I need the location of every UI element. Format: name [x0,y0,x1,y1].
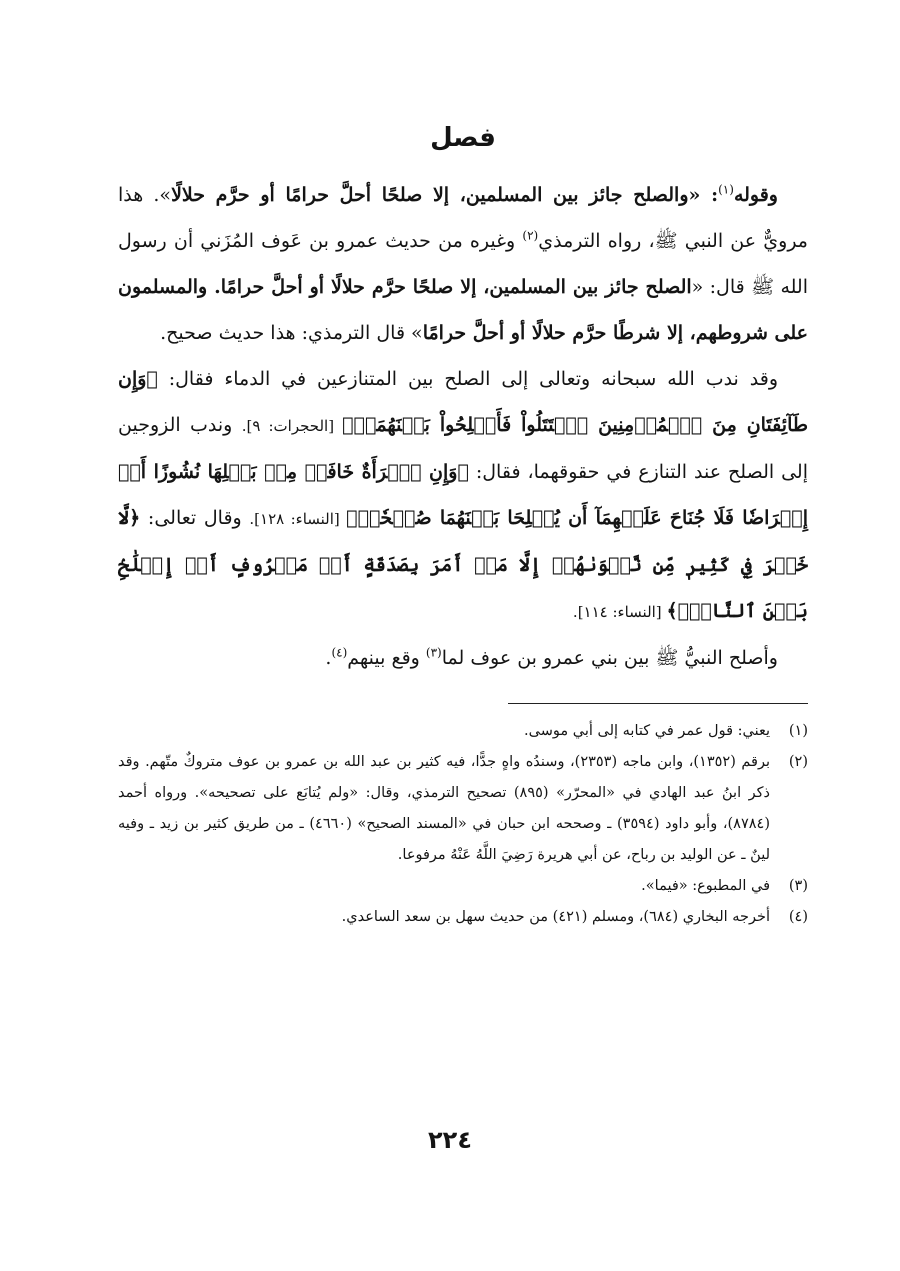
quran-verse-1: ﴿وَإِن طَآئِفَتَانِ مِنَ ٱلۡمُؤۡمِنِينَ ٱقۡتَتَلُواْ فَأَصۡلِحُواْ بَيۡنَهُمَاۖ﴾ [118,368,808,436]
p2-spouses: وندب الزوجين إلى الصلح عند التنازع في حقوقهما، فقال: [118,414,809,483]
footnote-text: برقم (١٣٥٢)، وابن ماجه (٢٣٥٣)، وسندُه واهٍ جدًّا، فيه كثير بن عبد الله بن عمرو بن عوف متروكٌ متّهم. وقد ذكر ابنُ عبد الهادي في «المحرّر» (٨٩٥) تصحيح الترمذي، وقال: «ولم يُتابَع على تصحيحه». ورواه أحمد (٨٧٨٤)، وأبو داود (٣٥٩٤) ـ وصححه ابن حبان في «المسند الصحيح» (٤٦٦٠) ـ من طريق كثير بن زيد ـ وفيه لينٌ ـ عن الوليد بن رباح، عن أبي هريرة رَضِيَ اللَّهُ عَنْهُ مرفوعا. [118,754,770,863]
p1-intro: وقوله [733,184,778,206]
footnote-ref-2: (٢) [522,228,539,243]
p1-narration-cont: وغيره من حديث عمرو بن عَوف المُزَني أن رسول الله ﷺ قال: « [118,230,808,298]
footnote-2 [118,747,808,871]
footnotes [118,716,808,933]
footnote-text: يعني: قول عمر في كتابه إلى أبي موسى. [524,723,770,739]
footnote-ref-1: (١) [718,182,734,197]
footnote-4 [118,902,808,933]
p3-text-cont: وقع بينهم [347,647,426,669]
footnote-text: أخرجه البخاري (٦٨٤)، ومسلم (٤٢١) من حديث سهل بن سعد الساعدي. [341,909,770,925]
p3-end: . [325,647,332,669]
footnote-ref-4: (٤) [331,645,348,660]
p3-text: وأصلح النبيُّ ﷺ بين بني عمرو بن عوف لما [441,647,778,669]
p2-intro: وقد ندب الله سبحانه وتعالى إلى الصلح بين المتنازعين في الدماء فقال: [157,368,778,390]
footnote-1 [118,716,808,747]
p1-hadith-text: الصلح جائز بين المسلمين، إلا صلحًا حرَّم حلالًا أو أحلَّ حرامًا. والمسلمون على شروطهم، إلا شرطًا حرَّم حلالًا أو أحلَّ حرامًا [118,276,808,344]
verse-ref-3: [النساء: ١١٤]. [572,603,667,621]
paragraph-2 [118,356,808,635]
quran-verse-2: ﴿وَإِنِ ٱمۡرَأَةٌ خَافَتۡ مِنۢ بَعۡلِهَا نُشُوزًا أَوۡ إِعۡرَاضٗا فَلَا جُنَاحَ عَلَيۡهِمَآ أَن يُصۡلِحَا بَيۡنَهُمَا صُلۡحٗاۚ﴾ [118,461,808,529]
quran-verse-3: ﴿لَّا خَيۡرَ فِي كَثِيرٖ مِّن نَّجۡوَىٰهُمۡ إِلَّا مَنۡ أَمَرَ بِصَدَقَةٍ أَوۡ مَعۡرُوفٍ أَوۡ إِصۡلَٰحِۢ بَيۡنَ ٱلنَّاسِۚ﴾ [118,507,808,622]
footnote-number: (٤) [788,909,808,925]
section-title: فصل [430,123,496,153]
footnote-ref-3: (٣) [425,645,442,660]
footnote-divider [508,703,808,704]
paragraph-3 [118,635,808,681]
p1-grading: » قال الترمذي: هذا حديث صحيح. [160,322,423,344]
p1-narration: ». هذا مرويٌّ عن النبي ﷺ، رواه الترمذي [118,184,808,252]
footnote-number: (٣) [788,878,808,894]
footnote-text: في المطبوع: «فيما». [641,878,770,894]
paragraph-1 [118,172,808,356]
p2-and-said: وقال تعالى: [140,507,250,529]
footnote-number: (٢) [788,754,808,770]
p1-open-quote: : « [688,184,719,206]
footnote-number: (١) [788,723,808,739]
verse-ref-1: [الحجرات: ٩]. [241,417,343,435]
footnote-3 [118,871,808,902]
page-number: ٢٢٤ [428,1126,472,1154]
page-content [118,118,808,933]
p1-quoted-maxim: والصلح جائز بين المسلمين، إلا صلحًا أحلَّ حرامًا أو حرَّم حلالًا [171,184,689,206]
main-text [118,172,808,681]
verse-ref-2: [النساء: ١٢٨]. [249,510,347,528]
